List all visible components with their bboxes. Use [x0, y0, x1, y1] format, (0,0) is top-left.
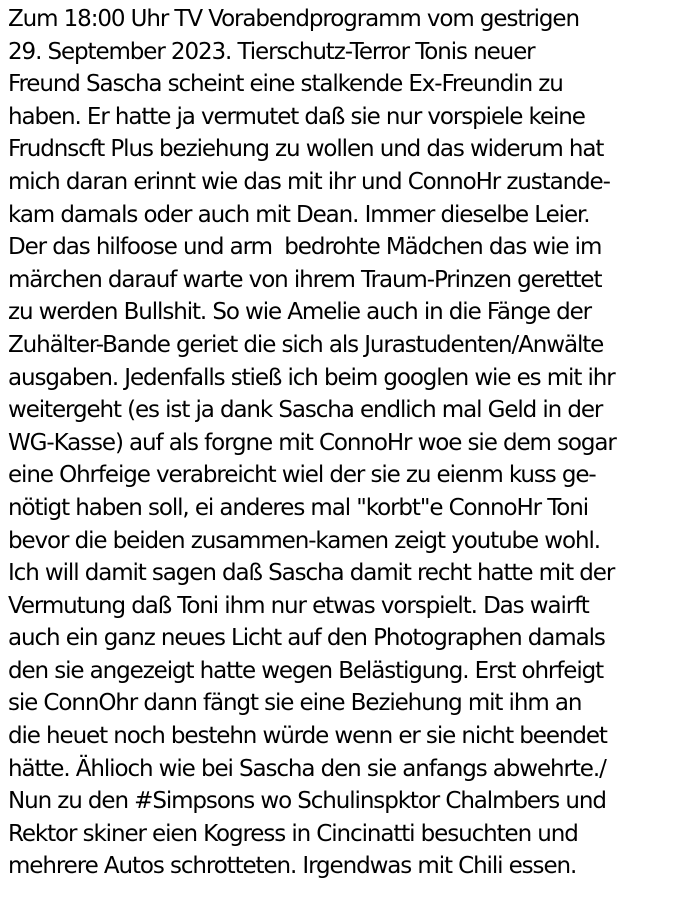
text-line: weitergeht (es ist ja dank Sascha endlich mal Geld in der	[8, 397, 603, 424]
body-text	[8, 3, 616, 883]
text-line: märchen darauf warte von ihrem Traum-Prinzen gerettet	[8, 266, 602, 293]
text-line: mehrere Autos schrotteten. Irgendwas mit Chili essen.	[8, 853, 577, 880]
text-line: Der das hilfoose und arm bedrohte Mädchen das wie im	[8, 234, 602, 261]
text-line: Frudnscft Plus beziehung zu wollen und das widerum hat	[8, 136, 604, 163]
text-line: hätte. Ählioch wie bei Sascha den sie anfangs abwehrte./	[8, 755, 606, 782]
text-line: sie ConnOhr dann fängt sie eine Beziehung mit ihm an	[8, 690, 582, 717]
text-line: auch ein ganz neues Licht auf den Photographen damals	[8, 625, 605, 652]
text-line: bevor die beiden zusammen-kamen zeigt youtube wohl.	[8, 527, 600, 554]
text-line: haben. Er hatte ja vermutet daß sie nur vorspiele keine	[8, 103, 585, 130]
text-line: den sie angezeigt hatte wegen Belästigung. Erst ohrfeigt	[8, 657, 604, 684]
text-line: Freund Sascha scheint eine stalkende Ex-Freundin zu	[8, 71, 563, 98]
text-line: die heuet noch bestehn würde wenn er sie nicht beendet	[8, 723, 607, 750]
text-line: 29. September 2023. Tierschutz-Terror Tonis neuer	[8, 38, 535, 65]
text-line: Zuhälter-Bande geriet die sich als Jurastudenten/Anwälte	[8, 331, 604, 358]
text-line: Nun zu den #Simpsons wo Schulinspktor Chalmbers und	[8, 788, 606, 815]
text-line: zu werden Bullshit. So wie Amelie auch in die Fänge der	[8, 299, 592, 326]
text-line: Rektor skiner eien Kogress in Cincinatti besuchten und	[8, 820, 578, 847]
text-line: nötigt haben soll, ei anderes mal "korbt"e ConnoHr Toni	[8, 494, 588, 521]
text-line: mich daran erinnt wie das mit ihr und ConnoHr zustande-	[8, 168, 610, 195]
text-line: Vermutung daß Toni ihm nur etwas vorspielt. Das wairft	[8, 592, 589, 619]
text-line: Zum 18:00 Uhr TV Vorabendprogramm vom gestrigen	[8, 6, 579, 32]
text-line: ausgaben. Jedenfalls stieß ich beim googlen wie es mit ihr	[8, 364, 615, 391]
text-line: Ich will damit sagen daß Sascha damit recht hatte mit der	[8, 560, 615, 587]
text-line: eine Ohrfeige verabreicht wiel der sie zu eienm kuss ge-	[8, 462, 596, 489]
text-line: WG-Kasse) auf als forgne mit ConnoHr woe sie dem sogar	[8, 429, 616, 456]
text-line: kam damals oder auch mit Dean. Immer dieselbe Leier.	[8, 201, 590, 228]
